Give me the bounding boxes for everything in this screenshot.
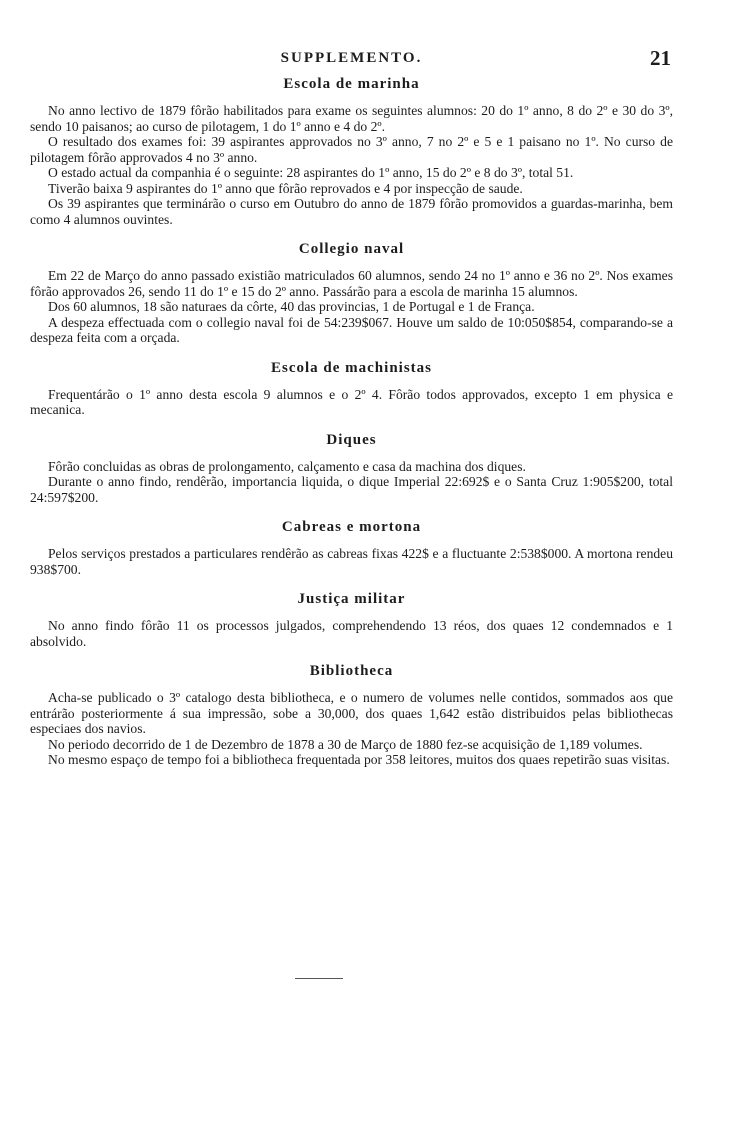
section-heading: Justiça militar [297, 591, 406, 607]
paragraph: No periodo decorrido de 1 de Dezembro de 1878 a 30 de Março de 1880 fez-se acquisição de 1,189 volumes. [48, 736, 643, 752]
paragraph: Em 22 de Março do anno passado existião matriculados 60 alumnos, sendo 24 no 1º anno e 36 no 2º. Nos exames fôrão approvados 26, sendo 11 do 1º e 15 do 2º anno. Passárão para a escola de marinha 15 alumnos. [30, 268, 673, 299]
page-number: 21 [650, 46, 671, 70]
section-collegio-naval [30, 241, 673, 346]
running-title: SUPPLEMENTO. [280, 50, 423, 66]
section-heading: Escola de machinistas [270, 359, 432, 376]
document-page [30, 46, 673, 768]
paragraph: No mesmo espaço de tempo foi a bibliotheca frequentada por 358 leitores, muitos dos quaes repetirão suas visitas. [48, 752, 670, 767]
section-cabreas-e-mortona [30, 519, 673, 577]
section-escola-de-marinha [30, 76, 673, 227]
paragraph: Durante o anno findo, rendêrão, importancia liquida, o dique Imperial 22:692$ e o Santa Cruz 1:905$200, total 24:597$200. [30, 474, 673, 505]
closing-rule [295, 978, 343, 979]
section-escola-de-machinistas [30, 360, 673, 418]
paragraph: Frequentárão o 1º anno desta escola 9 alumnos e o 2º 4. Fôrão todos approvados, excepto 1 em physica e mecanica. [30, 386, 673, 417]
section-heading: Escola de marinha [283, 76, 420, 92]
section-diques [30, 432, 673, 506]
paragraph: O estado actual da companhia é o seguinte: 28 aspirantes do 1º anno, 15 do 2º e 8 do 3º, total 51. [48, 165, 574, 180]
section-bibliotheca [30, 663, 673, 768]
paragraph: Tiverão baixa 9 aspirantes do 1º anno que fôrão reprovados e 4 por inspecção de saude. [48, 180, 523, 196]
paragraph: Fôrão concluidas as obras de prolongamento, calçamento e casa da machina dos diques. [48, 458, 526, 474]
section-heading: Collegio naval [298, 241, 405, 257]
section-justica-militar [30, 591, 673, 649]
paragraph: No anno lectivo de 1879 fôrão habilitados para exame os seguintes alumnos: 20 do 1º anno, 8 do 2º e 30 do 3º, sendo 10 paisanos; ao curso de pilotagem, 1 do 1º anno e 4 do 2º. [30, 103, 673, 134]
paragraph: Dos 60 alumnos, 18 são naturaes da côrte, 40 das provincias, 1 de Portugal e 1 de França. [48, 299, 535, 314]
paragraph: A despeza effectuada com o collegio naval foi de 54:239$067. Houve um saldo de 10:050$854, comparando-se a despeza feita com a orçada. [30, 314, 673, 345]
paragraph: Acha-se publicado o 3º catalogo desta bibliotheca, e o numero de volumes nelle contidos, sommados aos que entrárão posteriormente á sua impressão, sobe a 30,000, dos quaes 1,642 estão distribuidos pelas bibliothecas especiaes dos navios. [30, 690, 673, 736]
paragraph: Pelos serviços prestados a particulares rendêrão as cabreas fixas 422$ e a fluctuante 2:538$000. A mortona rendeu 938$700. [30, 546, 673, 577]
section-heading: Bibliotheca [309, 663, 394, 679]
paragraph: No anno findo fôrão 11 os processos julgados, comprehendendo 13 réos, dos quaes 12 condemnados e 1 absolvido. [30, 618, 673, 649]
running-header [30, 46, 673, 74]
paragraph: O resultado dos exames foi: 39 aspirantes approvados no 3º anno, 7 no 2º e 5 e 1 paisano no 1º. No curso de pilotagem fôrão approvados 4 no 3º anno. [30, 134, 673, 165]
section-heading: Cabreas e mortona [281, 519, 422, 535]
paragraph: Os 39 aspirantes que terminárão o curso em Outubro do anno de 1879 fôrão promovidos a guardas-marinha, bem como 4 alumnos ouvintes. [30, 196, 673, 227]
section-heading: Diques [326, 431, 377, 448]
